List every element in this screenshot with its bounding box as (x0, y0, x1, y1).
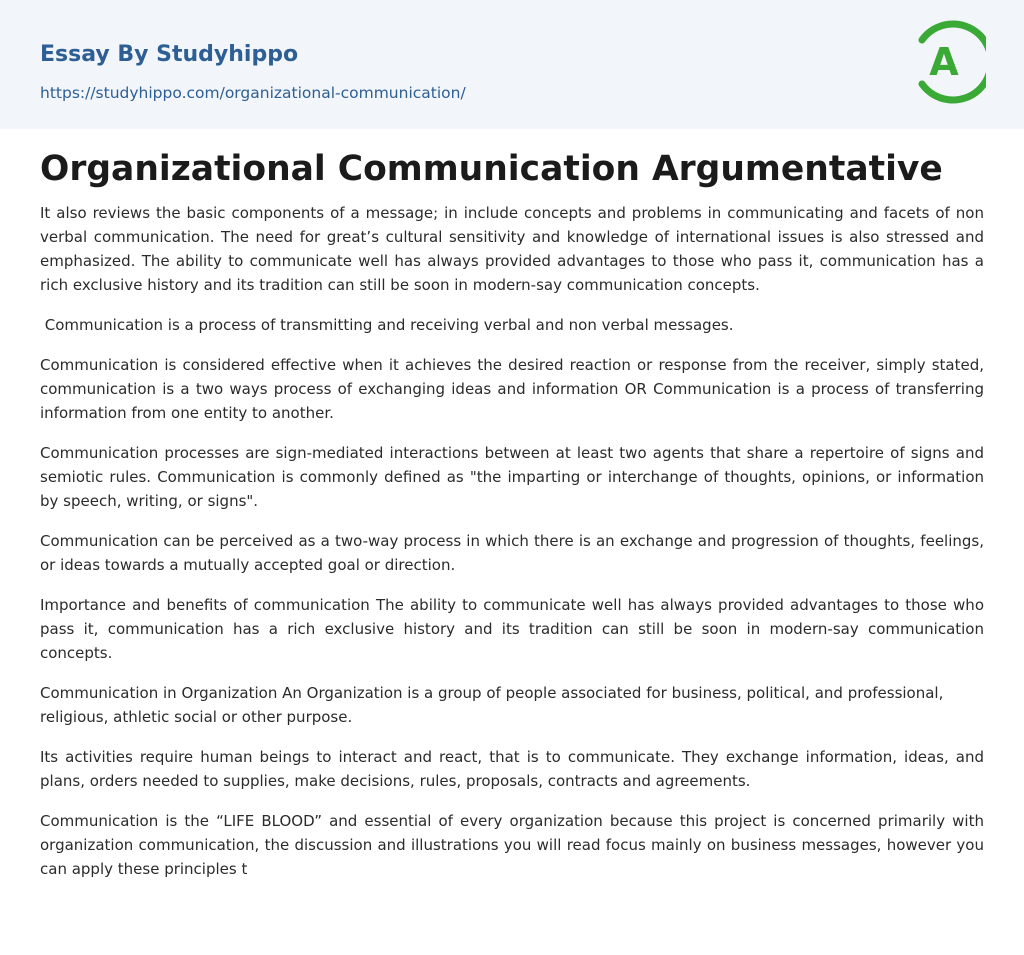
paragraph: Communication is considered effective when it achieves the desired reaction or response from the receiver, simply stated, communication is a two ways process of exchanging ideas and information OR Communication is a process of transferring information from one entity to another. (40, 356, 984, 422)
paragraph: Communication can be perceived as a two-way process in which there is an exchange and progression of thoughts, feelings, or ideas towards a mutually accepted goal or direction. (40, 532, 984, 574)
brand-title: Essay By Studyhippo (40, 42, 299, 67)
paragraph: It also reviews the basic components of a message; in include concepts and problems in communicating and facets of non verbal communication. The need for great’s cultural sensitivity and knowledge of international issues is also stressed and emphasized. The ability to communicate well has always provided advantages to those who pass it, communication has a rich exclusive history and its tradition can still be soon in modern-say communication concepts. (40, 204, 984, 294)
studyhippo-logo-icon (914, 18, 986, 106)
paragraph: Communication is a process of transmitting and receiving verbal and non verbal messages. (40, 316, 734, 334)
article (0, 147, 1024, 881)
paragraph: Communication in Organization An Organization is a group of people associated for business, political, and professional, religious, athletic social or other purpose. (40, 684, 944, 726)
source-url-link[interactable]: https://studyhippo.com/organizational-communication/ (40, 84, 466, 102)
paragraph: Communication processes are sign-mediated interactions between at least two agents that share a repertoire of signs and semiotic rules. Communication is commonly defined as "the imparting or interchange of thoughts, opinions, or information by speech, writing, or signs". (40, 444, 984, 510)
site-header (0, 0, 1024, 129)
paragraph: Its activities require human beings to interact and react, that is to communicate. They exchange information, ideas, and plans, orders needed to supplies, make decisions, rules, proposals, contracts and agreements. (40, 748, 984, 790)
page-title: Organizational Communication Argumentative (40, 149, 943, 189)
logo-letter: A (929, 40, 959, 84)
paragraph: Importance and benefits of communication The ability to communicate well has always provided advantages to those who pass it, communication has a rich exclusive history and its tradition can still be soon in modern-say communication concepts. (40, 596, 984, 662)
paragraph: Communication is the “LIFE BLOOD” and essential of every organization because this project is concerned primarily with organization communication, the discussion and illustrations you will read focus mainly on business messages, however you can apply these principles t (40, 812, 984, 878)
